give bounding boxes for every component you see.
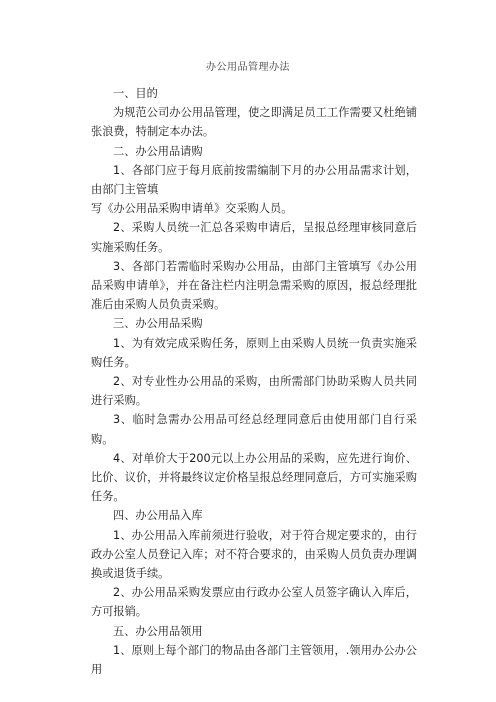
- section-heading: 五、办公用品领用: [113, 624, 203, 638]
- section-heading: 二、办公用品请购: [113, 144, 203, 158]
- section-heading: 三、办公用品采购: [113, 317, 203, 331]
- paragraph: 1、各部门应于每月底前按需编制下月的办公用品需求计划，由部门主管填: [91, 163, 417, 197]
- paragraph: 3、临时急需办公用品可经总经理同意后由使用部门自行采购。: [91, 413, 417, 446]
- paragraph: 写《办公用品采购申请单》交采购人员。: [91, 202, 293, 216]
- paragraph: 4、对单价大于200元以上办公用品的采购，应先进行询价、比价、议价，并将最终议定价格呈报总经理同意后，方可实施采购任务。: [91, 451, 417, 504]
- paragraph: 1、原则上每个部门的物品由各部门主管领用，.领用办公办公用: [91, 643, 417, 677]
- section-heading: 一、目的: [113, 87, 158, 100]
- paragraph: 2、对专业性办公用品的采购，由所需部门协助采购人员共同进行采购。: [91, 375, 417, 408]
- paragraph: 2、采购人员统一汇总各采购申请后，呈报总经理审核同意后实施采购任务。: [91, 221, 417, 254]
- paragraph: 1、办公用品入库前须进行验收，对于符合规定要求的，由行政办公室人员登记入库；对不符合要求的，由采购人员负责办理调换或退货手续。: [91, 528, 417, 581]
- paragraph: 1、为有效完成采购任务，原则上由采购人员统一负责实施采购任务。: [91, 336, 417, 369]
- section-heading: 四、办公用品入库: [113, 509, 203, 523]
- document-body: [91, 84, 417, 679]
- paragraph: 3、各部门若需临时采购办公用品，由部门主管填写《办公用品采购申请单》，并在备注栏内注明急需采购的原因，报总经理批准后由采购人员负责采购。: [91, 259, 417, 312]
- paragraph: 2、办公用品采购发票应由行政办公室人员签字确认入库后，方可报销。: [91, 586, 417, 619]
- paragraph: 为规范公司办公用品管理，使之即满足员工工作需要又杜绝铺张浪费，特制定本办法。: [91, 106, 417, 139]
- document-title: 办公用品管理办法: [206, 62, 290, 73]
